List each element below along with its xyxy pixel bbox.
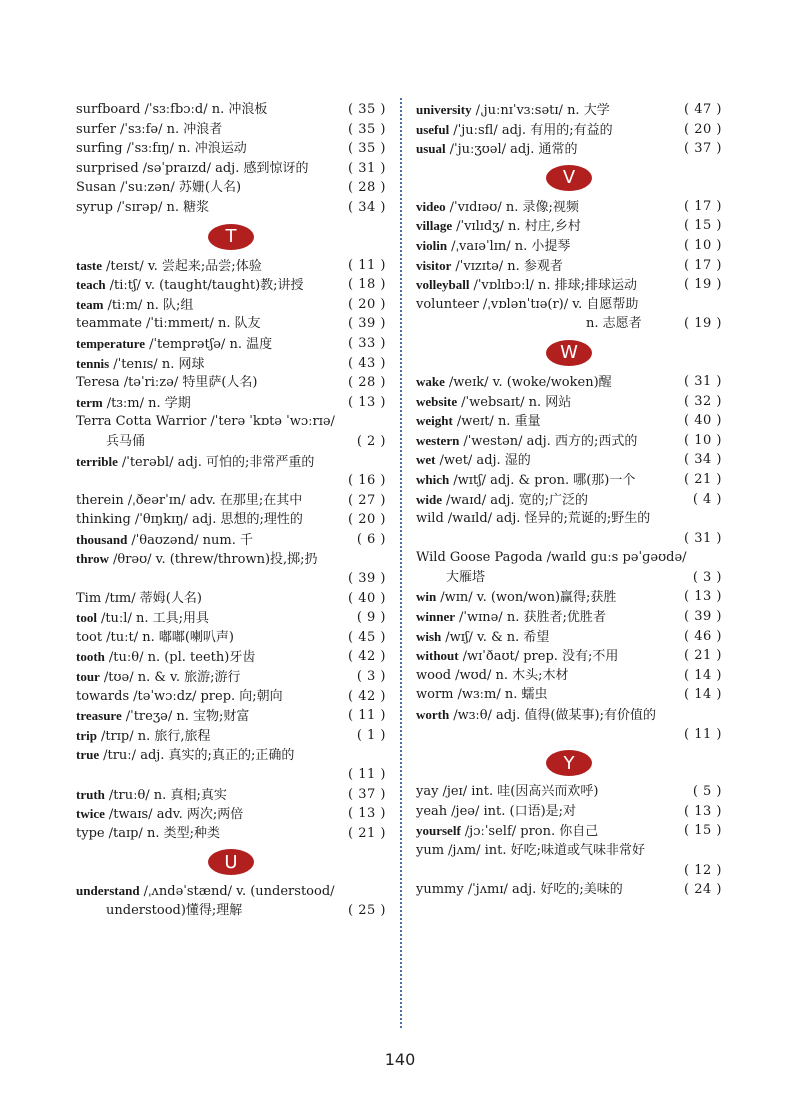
vocab-entry [76, 881, 386, 901]
entry-word: type [76, 825, 105, 841]
entry-word: without [416, 648, 459, 664]
entry-page-ref: ( 4 ) [692, 491, 722, 507]
letter-badge: U [208, 849, 254, 875]
entry-page-ref: ( 16 ) [348, 473, 386, 489]
entry-definition: 大雁塔 [446, 569, 486, 585]
vocab-entry [76, 178, 386, 198]
entry-word: team [76, 296, 104, 312]
entry-page-ref: ( 37 ) [684, 141, 722, 157]
entry-page-ref: ( 25 ) [348, 902, 386, 918]
entry-page-ref: ( 18 ) [348, 277, 386, 293]
vocab-entry [76, 726, 386, 746]
vocab-entry [416, 295, 722, 315]
entry-word: throw [76, 551, 109, 567]
entry-page-ref: ( 24 ) [684, 882, 722, 898]
entry-definition: /trɪp/ n. 旅行,旅程 [100, 728, 211, 744]
vocab-entry [416, 666, 722, 686]
vocab-entry [76, 120, 386, 140]
entry-word: university [416, 102, 472, 117]
entry-page-ref: ( 11 ) [684, 726, 722, 742]
entry-definition: /tʊə/ n. & v. 旅游;游行 [103, 670, 241, 686]
entry-page-ref: ( 11 ) [348, 257, 386, 273]
vocab-entry [416, 705, 722, 725]
vocab-entry [416, 821, 722, 841]
entry-definition: /tɜːm/ n. 学期 [106, 395, 191, 411]
vocab-entry [76, 314, 386, 334]
entry-word: Wild Goose Pagoda [416, 550, 543, 566]
entry-word: truth [76, 786, 105, 802]
entry-definition: /tiːtʃ/ v. (taught/taught)教;讲授 [109, 278, 304, 294]
entry-word: violin [416, 237, 448, 253]
entry-word: wish [416, 628, 442, 644]
entry-word: weight [416, 413, 453, 429]
entry-word: surfboard [76, 102, 141, 117]
entry-word: Teresa [76, 375, 120, 391]
entry-word: Terra Cotta Warrior [76, 414, 207, 430]
entry-word: thousand [76, 531, 128, 547]
entry-page-ref: ( 35 ) [348, 102, 386, 117]
entry-word: thinking [76, 512, 131, 528]
entry-word: taste [76, 257, 102, 273]
entry-word: true [76, 747, 100, 763]
entry-word: yourself [416, 823, 461, 839]
vocab-entry [76, 785, 386, 805]
vocab-entry [416, 275, 722, 295]
column-divider [400, 98, 402, 1028]
letter-badge: V [546, 165, 592, 191]
entry-definition: /ˈsɪrəp/ n. 糖浆 [116, 199, 210, 215]
entry-definition: /ˈsɜːfɪŋ/ n. 冲浪运动 [126, 141, 247, 157]
letter-badge: W [546, 340, 592, 366]
entry-word: twice [76, 806, 105, 822]
vocab-entry [416, 236, 722, 256]
entry-page-ref: ( 3 ) [692, 569, 722, 585]
entry-page-ref: ( 14 ) [684, 687, 722, 703]
entry-word: worm [416, 687, 454, 703]
letter-header [416, 334, 722, 372]
vocab-entry [416, 861, 722, 881]
vocab-entry [76, 373, 386, 393]
left-column [76, 100, 386, 921]
vocab-entry [416, 100, 722, 120]
entry-page-ref: ( 11 ) [348, 767, 386, 782]
entry-definition: /wɪʃ/ v. & n. 希望 [445, 629, 550, 645]
vocab-entry [416, 782, 722, 802]
vocab-entry [416, 431, 722, 451]
entry-page-ref: ( 40 ) [348, 590, 386, 606]
entry-page-ref: ( 43 ) [348, 355, 386, 371]
vocab-entry [416, 627, 722, 647]
vocab-entry [416, 411, 722, 431]
entry-definition: /waɪd/ adj. 宽的;广泛的 [446, 492, 588, 508]
entry-page-ref: ( 15 ) [684, 218, 722, 234]
entry-page-ref: ( 42 ) [348, 688, 386, 704]
entry-page-ref: ( 10 ) [684, 237, 722, 253]
vocab-entry [76, 706, 386, 726]
entry-word: teammate [76, 316, 142, 332]
entry-page-ref: ( 35 ) [348, 141, 386, 157]
entry-word: yum [416, 843, 445, 858]
entry-definition: /tuːθ/ n. (pl. teeth)牙齿 [108, 650, 256, 666]
vocab-entry [416, 587, 722, 607]
vocab-entry [76, 139, 386, 159]
entry-definition: /ˈtiːmmeɪt/ n. 队友 [146, 316, 261, 332]
letter-header [76, 218, 386, 256]
entry-definition: /tuːl/ n. 工具;用具 [100, 611, 209, 627]
entry-page-ref: ( 34 ) [348, 199, 386, 215]
vocab-entry [76, 687, 386, 707]
vocab-entry [416, 548, 722, 568]
entry-page-ref: ( 31 ) [348, 160, 386, 176]
entry-page-ref: ( 40 ) [684, 413, 722, 429]
entry-word: wood [416, 667, 452, 683]
entry-page-ref: ( 31 ) [684, 530, 722, 546]
vocab-entry [416, 139, 722, 159]
entry-word: terrible [76, 453, 118, 469]
entry-page-ref: ( 20 ) [348, 296, 386, 312]
entry-word: useful [416, 121, 450, 137]
entry-word: tennis [76, 355, 110, 371]
entry-definition: /ˈvɪlɪdʒ/ n. 村庄,乡村 [456, 219, 581, 235]
entry-word: surprised [76, 160, 139, 176]
entry-page-ref: ( 21 ) [348, 825, 386, 841]
entry-definition: /weɪk/ v. (woke/woken)醒 [448, 374, 612, 390]
vocab-entry [76, 530, 386, 550]
vocab-entry [76, 765, 386, 785]
entry-definition: /ˈsuːzən/ 苏姗(人名) [120, 180, 242, 196]
entry-page-ref: ( 27 ) [348, 492, 386, 508]
entry-page-ref: ( 32 ) [684, 393, 722, 409]
vocab-entry [76, 510, 386, 530]
entry-page-ref: ( 34 ) [684, 452, 722, 468]
letter-header [76, 843, 386, 881]
entry-page-ref: ( 31 ) [684, 373, 722, 389]
entry-definition: /ˈtemprətʃə/ n. 温度 [149, 336, 273, 352]
vocab-entry [76, 745, 386, 765]
entry-definition: /taɪp/ n. 类型;种类 [108, 825, 220, 841]
entry-word: volunteer [416, 296, 479, 312]
entry-definition: /ˈθaʊzənd/ num. 千 [131, 532, 253, 548]
entry-page-ref: ( 10 ) [684, 432, 722, 448]
entry-page-ref: ( 28 ) [348, 180, 386, 196]
vocab-entry [76, 256, 386, 276]
vocab-entry [416, 685, 722, 705]
entry-page-ref: ( 21 ) [684, 648, 722, 664]
entry-definition: /ˈwɪnə/ n. 获胜者;优胜者 [459, 610, 606, 626]
entry-definition: /təˈwɔːdz/ prep. 向;朝向 [133, 688, 283, 704]
entry-definition: /ˈjuːsfl/ adj. 有用的;有益的 [453, 122, 613, 138]
entry-definition: /jeɪ/ int. 哇(因高兴而欢呼) [442, 784, 599, 800]
entry-word: toot [76, 629, 103, 645]
vocab-entry [76, 628, 386, 648]
letter-badge: Y [546, 750, 592, 776]
entry-definition: understood)懂得;理解 [106, 902, 243, 918]
entry-word: which [416, 471, 450, 487]
entry-page-ref: ( 33 ) [348, 335, 386, 351]
vocab-entry [416, 529, 722, 549]
entry-word: tour [76, 669, 100, 685]
entry-page-ref: ( 20 ) [684, 121, 722, 137]
entry-word: treasure [76, 708, 122, 724]
entry-word: wake [416, 373, 445, 389]
entry-definition: /ˈjʌmɪ/ adj. 好吃的;美味的 [467, 882, 623, 898]
entry-word: wild [416, 511, 444, 527]
entry-definition: /təˈriːzə/ 特里萨(人名) [123, 375, 258, 391]
entry-definition: /jeə/ int. (口语)是;对 [451, 803, 577, 819]
page-number: 140 [384, 1050, 416, 1069]
entry-definition: /ˈvɒlɪbɔːl/ n. 排球;排球运动 [473, 278, 638, 294]
entry-page-ref: ( 28 ) [348, 375, 386, 391]
entry-definition: /ˈvɪdɪəʊ/ n. 录像;视频 [449, 199, 579, 215]
entry-word: yummy [416, 882, 464, 898]
vocab-entry [76, 491, 386, 511]
entry-word: teach [76, 277, 106, 293]
entry-page-ref: ( 42 ) [348, 649, 386, 665]
entry-definition: /tɪm/ 蒂姆(人名) [105, 590, 202, 606]
entry-definition: /ˈsɜːfbɔːd/ n. 冲浪板 [144, 102, 268, 117]
entry-definition: /ˈvɪzɪtə/ n. 参观者 [455, 258, 563, 274]
vocab-entry [416, 314, 722, 334]
entry-definition: /ˈterə ˈkɒtə ˈwɔːrɪə/ [210, 414, 335, 430]
vocab-entry [416, 725, 722, 745]
vocab-entry [416, 216, 722, 236]
entry-page-ref: ( 46 ) [684, 628, 722, 644]
entry-page-ref: ( 17 ) [684, 257, 722, 273]
entry-page-ref: ( 21 ) [684, 471, 722, 487]
entry-word: yeah [416, 803, 448, 819]
entry-page-ref: ( 13 ) [348, 394, 386, 410]
entry-page-ref: ( 37 ) [348, 786, 386, 802]
vocab-entry [76, 901, 386, 921]
entry-page-ref: ( 35 ) [348, 121, 386, 137]
vocab-entry [76, 667, 386, 687]
entry-word: visitor [416, 257, 452, 273]
entry-word: winner [416, 609, 455, 625]
entry-page-ref: ( 5 ) [692, 784, 722, 800]
vocab-entry [76, 471, 386, 491]
entry-page-ref: ( 12 ) [684, 862, 722, 878]
entry-definition: 兵马俑 [106, 433, 146, 449]
vocab-entry [416, 568, 722, 588]
entry-definition: /twaɪs/ adv. 两次;两倍 [108, 807, 244, 823]
letter-header [416, 744, 722, 782]
vocab-entry [416, 802, 722, 822]
entry-word: worth [416, 707, 450, 723]
entry-page-ref: ( 13 ) [684, 803, 722, 819]
entry-definition: /jɔːˈself/ pron. 你自己 [464, 824, 599, 840]
vocab-entry [76, 608, 386, 628]
entry-definition: /ˈθɪŋkɪŋ/ adj. 思想的;理性的 [134, 512, 303, 528]
entry-word: village [416, 218, 453, 234]
vocab-entry [416, 880, 722, 900]
vocab-entry [76, 393, 386, 413]
vocab-entry [76, 198, 386, 218]
entry-definition: /ˈwestən/ adj. 西方的;西式的 [463, 433, 638, 449]
vocab-entry [76, 569, 386, 589]
entry-page-ref: ( 39 ) [348, 571, 386, 587]
entry-definition: /ˌvaɪəˈlɪn/ n. 小提琴 [451, 238, 571, 254]
vocab-entry [416, 841, 722, 861]
entry-page-ref: ( 15 ) [684, 823, 722, 839]
vocab-entry [416, 256, 722, 276]
entry-word: temperature [76, 335, 146, 351]
vocab-entry [76, 412, 386, 432]
entry-definition: /səˈpraɪzd/ adj. 感到惊讶的 [142, 160, 309, 176]
entry-word: tooth [76, 649, 105, 665]
entry-word: towards [76, 688, 130, 704]
entry-word: understand [76, 883, 140, 899]
vocab-entry [76, 824, 386, 844]
letter-header [416, 159, 722, 197]
entry-definition: /wɜːm/ n. 蠕虫 [457, 687, 548, 703]
entry-page-ref: ( 45 ) [348, 629, 386, 645]
entry-definition: /truː/ adj. 真实的;真正的;正确的 [103, 748, 295, 764]
entry-definition: /θrəʊ/ v. (threw/thrown)投,掷;扔 [112, 552, 318, 568]
entry-definition: n. 志愿者 [586, 316, 642, 332]
vocab-entry [416, 509, 722, 529]
vocab-entry [416, 470, 722, 490]
entry-word: therein [76, 492, 124, 508]
entry-definition: /ˈjuːʒʊəl/ adj. 通常的 [449, 142, 578, 158]
vocab-entry [76, 452, 386, 472]
entry-definition: /waɪld/ adj. 怪异的;荒诞的;野生的 [447, 511, 651, 527]
entry-definition: /jʌm/ int. 好吃;味道或气味非常好 [448, 843, 646, 858]
entry-page-ref: ( 1 ) [356, 727, 386, 743]
entry-page-ref: ( 6 ) [356, 531, 386, 547]
entry-definition: /ˈtenɪs/ n. 网球 [113, 356, 205, 372]
entry-page-ref: ( 11 ) [348, 708, 386, 724]
vocab-entry [416, 392, 722, 412]
entry-word: syrup [76, 199, 113, 215]
entry-word: volleyball [416, 277, 470, 293]
vocab-entry [76, 275, 386, 295]
entry-word: term [76, 394, 103, 410]
entry-definition: /waɪld ɡuːs pəˈɡəʊdə/ [546, 550, 687, 566]
entry-word: wide [416, 491, 442, 507]
letter-badge: T [208, 224, 254, 250]
entry-word: yay [416, 784, 439, 800]
entry-page-ref: ( 2 ) [356, 433, 386, 449]
entry-word: Susan [76, 180, 117, 196]
entry-definition: /ˌjuːnɪˈvɜːsətɪ/ n. 大学 [475, 103, 610, 118]
entry-word: tool [76, 610, 97, 626]
vocab-entry [76, 295, 386, 315]
vocab-entry [416, 120, 722, 140]
entry-page-ref: ( 47 ) [684, 102, 722, 117]
entry-definition: /wɜːθ/ adj. 值得(做某事);有价值的 [453, 708, 656, 724]
vocab-entry [416, 450, 722, 470]
entry-page-ref: ( 39 ) [348, 316, 386, 332]
vocab-entry [76, 100, 386, 120]
entry-definition: /ˈsɜːfə/ n. 冲浪者 [119, 121, 223, 137]
entry-word: wet [416, 452, 436, 468]
entry-word: western [416, 432, 460, 448]
vocab-entry [76, 432, 386, 452]
entry-definition: /tiːm/ n. 队;组 [107, 297, 194, 313]
vocab-entry [76, 159, 386, 179]
entry-definition: /weɪt/ n. 重量 [456, 414, 541, 430]
entry-definition: /ˌvɒlənˈtɪə(r)/ v. 自愿帮助 [482, 296, 639, 312]
vocab-entry [416, 646, 722, 666]
entry-page-ref: ( 19 ) [684, 277, 722, 293]
entry-definition: /ˈtreʒə/ n. 宝物;财富 [125, 709, 250, 725]
entry-definition: /wɪn/ v. (won/won)赢得;获胜 [440, 590, 617, 606]
entry-definition: /truːθ/ n. 真相;真实 [108, 787, 227, 803]
entry-definition: /wet/ adj. 湿的 [439, 453, 531, 469]
entry-definition: /wʊd/ n. 木头;木材 [455, 667, 569, 683]
entry-word: trip [76, 727, 97, 743]
entry-page-ref: ( 14 ) [684, 667, 722, 683]
entry-page-ref: ( 17 ) [684, 198, 722, 214]
vocab-entry [416, 372, 722, 392]
entry-word: Tim [76, 590, 102, 606]
entry-word: video [416, 198, 446, 214]
vocab-entry [76, 589, 386, 609]
entry-page-ref: ( 19 ) [684, 316, 722, 332]
vocab-entry [416, 197, 722, 217]
entry-word: surfer [76, 121, 116, 137]
entry-definition: /wɪtʃ/ adj. & pron. 哪(那)一个 [453, 472, 636, 488]
entry-word: win [416, 589, 437, 605]
vocab-entry [76, 354, 386, 374]
vocab-entry [76, 334, 386, 354]
entry-word: surfing [76, 141, 123, 157]
entry-page-ref: ( 3 ) [356, 669, 386, 685]
entry-definition: /ˈterəbl/ adj. 可怕的;非常严重的 [121, 454, 315, 470]
entry-page-ref: ( 13 ) [348, 806, 386, 822]
entry-page-ref: ( 13 ) [684, 589, 722, 605]
entry-page-ref: ( 20 ) [348, 512, 386, 528]
vocab-entry [416, 490, 722, 510]
entry-word: usual [416, 141, 446, 157]
entry-definition: /wɪˈðaʊt/ prep. 没有;不用 [462, 649, 619, 665]
right-column [416, 100, 722, 900]
entry-word: website [416, 393, 458, 409]
entry-definition: /teɪst/ v. 尝起来;品尝;体验 [106, 258, 262, 274]
entry-definition: /ˈwebsaɪt/ n. 网站 [461, 394, 572, 410]
vocab-entry [416, 607, 722, 627]
entry-definition: /ˌðeərˈɪn/ adv. 在那里;在其中 [127, 492, 303, 508]
entry-page-ref: ( 9 ) [356, 610, 386, 626]
vocab-entry [76, 647, 386, 667]
entry-definition: /tuːt/ n. 嘟嘟(喇叭声) [106, 629, 234, 645]
vocab-entry [76, 549, 386, 569]
entry-page-ref: ( 39 ) [684, 609, 722, 625]
vocab-entry [76, 804, 386, 824]
entry-definition: /ˌʌndəˈstænd/ v. (understood/ [143, 884, 335, 900]
